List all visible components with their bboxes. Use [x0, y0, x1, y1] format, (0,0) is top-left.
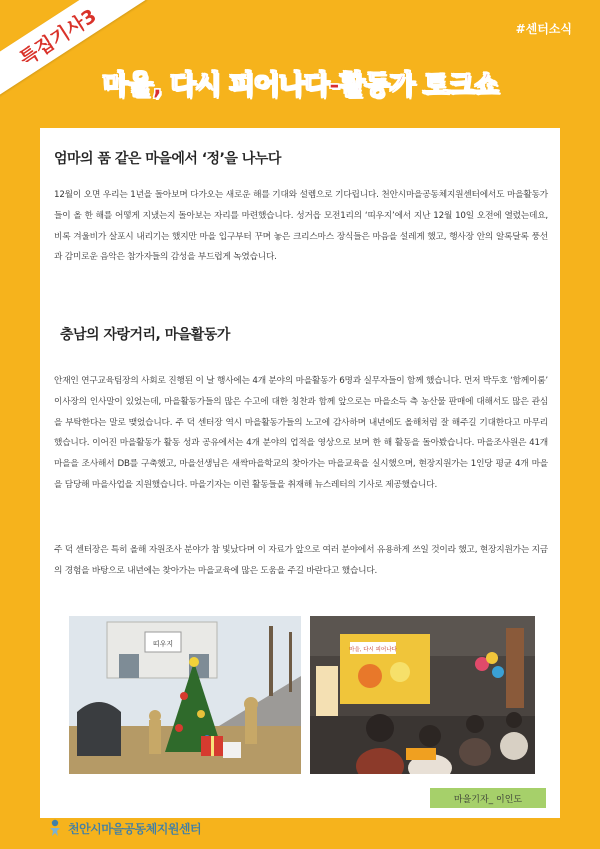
article-paper — [40, 128, 560, 818]
article-paragraph-2: 안재인 연구교육팀장의 사회로 진행된 이 날 행사에는 4개 분야의 마을활동가 6명과 실무자들이 함께 했습니다. 먼저 박두호 ‘함께이룸’ 이사장의 인사말이 있었는데, 마을활동가들의 많은 수고에 대한 칭찬과 함께 앞으로는 마을소득 측 농산물 판매에 대해서도 많은 관심을 부탁한다는 말로 맺었습니다. 주 덕 센터장 역시 마을활동가들의 노고에 감사하며 내년에도 올해처럼 잘 해주길 기대한다고 마무리했습니다. 이어진 마을활동가 활동 성과 공유에서는 4개 분야의 업적을 영상으로 보며 한 해 활동을 돌아봤습니다. 마을조사원은 41개 마을을 조사해서 DB를 구축했고, 마을선생님은 새싹마을학교의 찾아가는 마을교육을 실시했으며, 현장지원가는 1인당 평균 4개 마을을 담당해 마을사업을 지원했습니다. 마을기자는 이런 활동들을 취재해 뉴스레터의 기사로 제공했습니다. — [54, 376, 548, 490]
article-paragraph-1: 12월이 오면 우리는 1년을 돌아보며 다가오는 새로운 해를 기대와 설렘으로 기다립니다. 천안시마을공동체지원센터에서도 마을활동가들이 올 한 해를 어떻게 지냈는지 돌아보는 자리를 마련했습니다. 성거읍 모전1리의 ‘띠우지’에서 지난 12월 10일 오전에 열렸는데요, 비록 겨울비가 살포시 내리기는 했지만 마을 입구부터 꾸며 놓은 크리스마스 장식들은 마음을 설레게 했고, 행사장 안의 알록달록 풍선과 감미로운 음악은 참가자들의 감성을 부드럽게 녹였습니다. — [54, 190, 548, 263]
footer — [48, 819, 201, 837]
byline-reporter: 마을기자_ 이인도 — [430, 788, 546, 808]
screen-caption: 마을, 다시 피어나다 — [349, 647, 397, 653]
article-paragraph-3: 주 덕 센터장은 특히 올해 자원조사 분야가 참 빛났다며 이 자료가 앞으로 여러 분야에서 유용하게 쓰일 것이라 했고, 현장지원가는 지금의 경험을 바탕으로 내년에는 찾아가는 마을교육에 많은 도움을 주길 바란다고 했습니다. — [54, 545, 548, 576]
article-heading-2: 충남의 자랑거리, 마을활동가 — [60, 327, 230, 343]
building-sign: 띠우지 — [152, 640, 174, 648]
person-logo-icon — [48, 819, 62, 837]
photo-village-entrance — [69, 616, 301, 774]
footer-org-name: 천안시마을공동체지원센터 — [68, 821, 202, 836]
section-tag: #센터소식 — [515, 22, 572, 36]
article-heading-1: 엄마의 품 같은 마을에서 ‘정’을 나누다 — [54, 151, 281, 167]
corner-label: 특집기사3 — [15, 4, 101, 71]
photo-talk-show-event — [310, 616, 535, 774]
page-title: 마을, 다시 피어나다-활동가 토크쇼 — [102, 70, 498, 101]
